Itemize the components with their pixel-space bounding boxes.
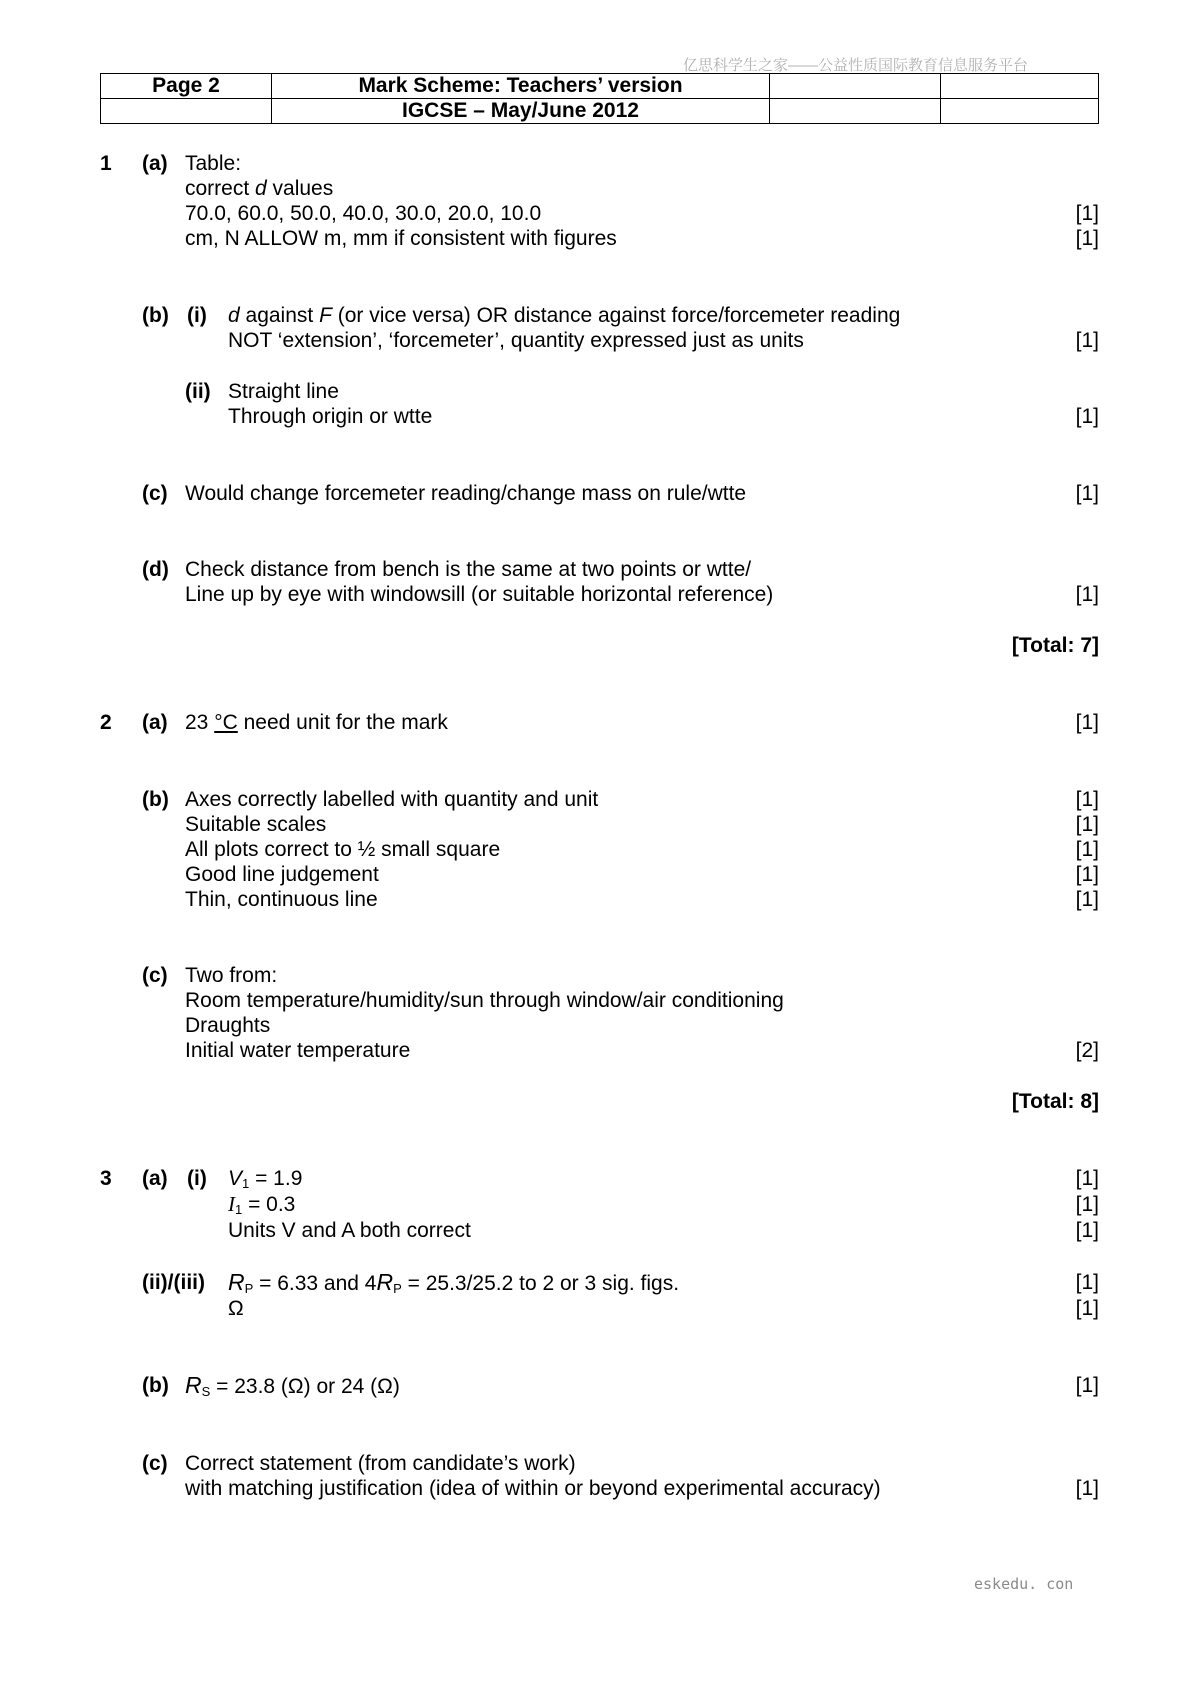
q3ai-line1: $V_1 = 1.9$ bbox=[228, 1167, 303, 1191]
q1a-line4: cm, N ALLOW m, mm if consistent with figures bbox=[185, 227, 617, 250]
q3ai-line2: $I_1 = 0.3$ bbox=[228, 1192, 296, 1217]
q1d-label: (d) bbox=[142, 558, 169, 581]
q2b-line1: Axes correctly labelled with quantity and unit bbox=[185, 788, 599, 811]
q1a-line3: 70.0, 60.0, 50.0, 40.0, 30.0, 20.0, 10.0 bbox=[185, 202, 542, 225]
q1d-mark: [1] bbox=[1075, 583, 1099, 606]
q3ai-mark3: [1] bbox=[1075, 1219, 1099, 1242]
q1-total: [Total: 7] bbox=[1011, 634, 1099, 657]
q3b-mark: [1] bbox=[1075, 1374, 1099, 1397]
q1bi-label: (i) bbox=[187, 304, 207, 327]
q3b-label: (b) bbox=[142, 1374, 169, 1397]
q3aii-line2: Ω bbox=[228, 1297, 244, 1320]
q1b-label: (b) bbox=[142, 304, 169, 327]
q3ai-line3: Units V and A both correct bbox=[228, 1219, 471, 1242]
header-empty-2 bbox=[941, 74, 1099, 99]
q1c-mark: [1] bbox=[1075, 482, 1099, 505]
q1a-line1: Table: bbox=[185, 152, 242, 175]
q1bi-mark: [1] bbox=[1075, 329, 1099, 352]
q2b-mark2: [1] bbox=[1075, 813, 1099, 836]
q1a-mark2: [1] bbox=[1075, 227, 1099, 250]
q2c-mark: [2] bbox=[1075, 1039, 1099, 1062]
q2a-line: 23 °C need unit for the mark bbox=[185, 711, 448, 734]
q1bi-line1: d against F (or vice versa) OR distance against force/forcemeter reading bbox=[228, 304, 901, 327]
q1c-label: (c) bbox=[142, 482, 168, 505]
q2b-mark5: [1] bbox=[1075, 888, 1099, 911]
q1a-mark1: [1] bbox=[1075, 202, 1099, 225]
q3c-label: (c) bbox=[142, 1452, 168, 1475]
q2b-line4: Good line judgement bbox=[185, 863, 379, 886]
q1c-line: Would change forcemeter reading/change mass on rule/wtte bbox=[185, 482, 747, 505]
q3aii-mark2: [1] bbox=[1075, 1297, 1099, 1320]
q1bii-label: (ii) bbox=[185, 380, 211, 403]
q1bi-line2: NOT ‘extension’, ‘forcemeter’, quantity expressed just as units bbox=[228, 329, 804, 352]
q3c-line1: Correct statement (from candidate’s work) bbox=[185, 1452, 576, 1475]
q2c-line4: Initial water temperature bbox=[185, 1039, 411, 1062]
q1d-line1: Check distance from bench is the same at two points or wtte/ bbox=[185, 558, 752, 581]
header-empty-3 bbox=[101, 99, 272, 124]
q2-total: [Total: 8] bbox=[1011, 1090, 1099, 1113]
q2-number: 2 bbox=[100, 711, 112, 734]
q2b-label: (b) bbox=[142, 788, 169, 811]
q3aii-line1: $R_P = 6.33$ and $4R_P = 25.3/25.2$ to 2 or 3 sig. figs. bbox=[228, 1269, 680, 1296]
q2b-mark3: [1] bbox=[1075, 838, 1099, 861]
q3c-line2: with matching justification (idea of within or beyond experimental accuracy) bbox=[185, 1477, 881, 1500]
q2b-line5: Thin, continuous line bbox=[185, 888, 378, 911]
q3ai-label: (i) bbox=[187, 1167, 207, 1190]
q2c-line1: Two from: bbox=[185, 964, 278, 987]
q3ai-mark2: [1] bbox=[1075, 1193, 1099, 1216]
header-exam: IGCSE – May/June 2012 bbox=[272, 99, 770, 124]
q3aii-label: (ii)/(iii) bbox=[142, 1271, 205, 1294]
q2b-mark4: [1] bbox=[1075, 863, 1099, 886]
q1a-line2: correct d values bbox=[185, 177, 334, 200]
q2c-line3: Draughts bbox=[185, 1014, 271, 1037]
q3b-line: $R_S = 23.8$ (Ω) or 24 (Ω) bbox=[185, 1372, 400, 1399]
q3c-mark: [1] bbox=[1075, 1477, 1099, 1500]
q3aii-mark1: [1] bbox=[1075, 1271, 1099, 1294]
header-table bbox=[100, 73, 1099, 124]
q2b-line2: Suitable scales bbox=[185, 813, 327, 836]
q1d-line2: Line up by eye with windowsill (or suitable horizontal reference) bbox=[185, 583, 774, 606]
q1-number: 1 bbox=[100, 152, 112, 175]
q2c-label: (c) bbox=[142, 964, 168, 987]
header-empty-1 bbox=[770, 74, 941, 99]
q3ai-mark1: [1] bbox=[1075, 1167, 1099, 1190]
q2a-mark: [1] bbox=[1075, 711, 1099, 734]
header-empty-5 bbox=[941, 99, 1099, 124]
q3-number: 3 bbox=[100, 1167, 112, 1190]
q1bii-line1: Straight line bbox=[228, 380, 339, 403]
q2a-label: (a) bbox=[142, 711, 168, 734]
q2b-mark1: [1] bbox=[1075, 788, 1099, 811]
q1bii-mark: [1] bbox=[1075, 405, 1099, 428]
q1a-label: (a) bbox=[142, 152, 168, 175]
q1bii-line2: Through origin or wtte bbox=[228, 405, 433, 428]
q2b-line3: All plots correct to ½ small square bbox=[185, 838, 501, 861]
q3a-label: (a) bbox=[142, 1167, 168, 1190]
watermark-bottom: eskedu. con bbox=[974, 1575, 1074, 1593]
header-page: Page 2 bbox=[101, 74, 272, 99]
q2c-line2: Room temperature/humidity/sun through window/air conditioning bbox=[185, 989, 784, 1012]
header-empty-4 bbox=[770, 99, 941, 124]
header-title: Mark Scheme: Teachers’ version bbox=[272, 74, 770, 99]
watermark-top: 亿思科学生之家——公益性质国际教育信息服务平台 bbox=[683, 57, 1029, 74]
